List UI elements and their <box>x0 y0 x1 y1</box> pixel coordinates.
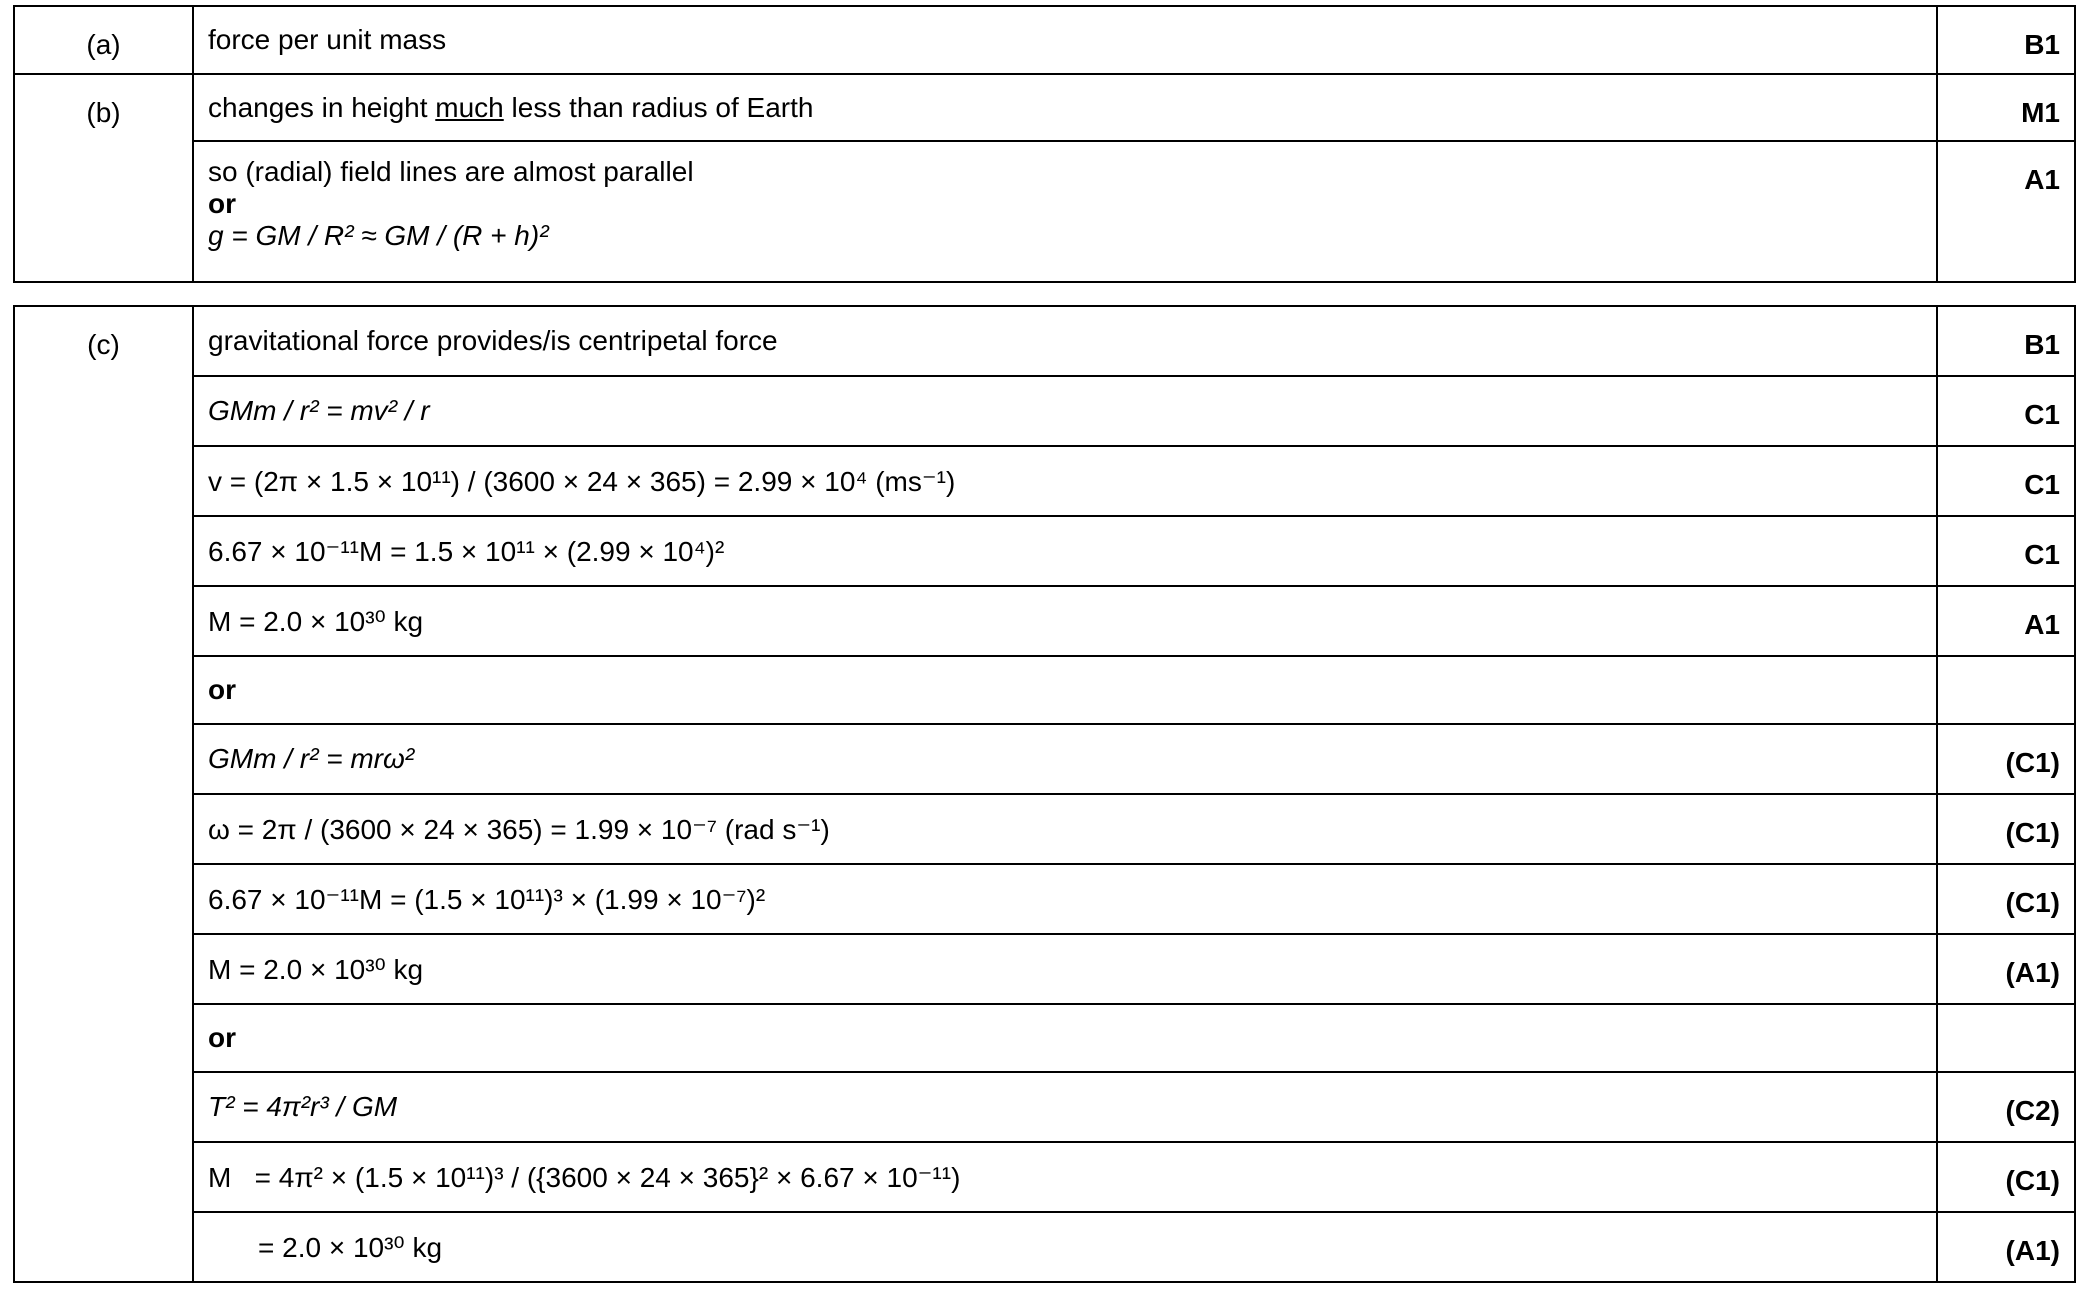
mark-cell: B1 <box>1937 306 2075 376</box>
answer-cell <box>193 516 1937 586</box>
question-label: (b) <box>14 74 193 282</box>
mark-cell: C1 <box>1937 376 2075 446</box>
table-row <box>14 446 2075 516</box>
equation: GMm / r² = mv² / r <box>208 395 430 426</box>
equation: M = 4π² × (1.5 × 10¹¹)³ / ({3600 × 24 × 365}² × 6.67 × 10⁻¹¹) <box>208 1161 961 1193</box>
emphasis-underline: much <box>435 91 504 123</box>
or-label: or <box>208 1022 236 1053</box>
answer-cell <box>193 1142 1937 1212</box>
table-row <box>14 1142 2075 1212</box>
answer-cell <box>193 1212 1937 1282</box>
mark-cell: (C1) <box>1937 1142 2075 1212</box>
mark-cell: (C1) <box>1937 724 2075 794</box>
mark-cell: C1 <box>1937 446 2075 516</box>
equation: 6.67 × 10⁻¹¹M = 1.5 × 10¹¹ × (2.99 × 10⁴)² <box>208 535 725 567</box>
or-label: or <box>208 674 236 705</box>
answer-cell <box>193 446 1937 516</box>
equation: GMm / r² = mrω² <box>208 743 415 774</box>
table-row <box>14 724 2075 794</box>
or-label: or <box>208 188 236 219</box>
mark-cell: A1 <box>1937 141 2075 282</box>
question-label: (c) <box>14 306 193 1282</box>
equation: ω = 2π / (3600 × 24 × 365) = 1.99 × 10⁻⁷ (rad s⁻¹) <box>208 813 830 845</box>
mark-cell: C1 <box>1937 516 2075 586</box>
mark-cell: B1 <box>1937 6 2075 74</box>
answer-cell <box>193 1004 1937 1072</box>
table-row <box>14 74 2075 141</box>
equation: M = 2.0 × 10³⁰ kg <box>208 953 424 985</box>
equation: T² = 4π²r³ / GM <box>208 1091 398 1122</box>
equation: v = (2π × 1.5 × 10¹¹) / (3600 × 24 × 365) = 2.99 × 10⁴ (ms⁻¹) <box>208 465 956 497</box>
answer-text: changes in height much less than radius of Earth <box>208 91 814 123</box>
table-row <box>14 656 2075 724</box>
equation: = 2.0 × 10³⁰ kg <box>258 1231 443 1263</box>
mark-scheme-table-ab <box>13 5 2076 283</box>
mark-cell <box>1937 1004 2075 1072</box>
table-row <box>14 934 2075 1004</box>
answer-cell <box>193 306 1937 376</box>
mark-cell: (C1) <box>1937 864 2075 934</box>
table-row <box>14 1004 2075 1072</box>
table-row <box>14 516 2075 586</box>
mark-cell: A1 <box>1937 586 2075 656</box>
table-row <box>14 6 2075 74</box>
mark-cell: (C2) <box>1937 1072 2075 1142</box>
mark-cell: (A1) <box>1937 1212 2075 1282</box>
answer-line: so (radial) field lines are almost parallel <box>208 156 694 187</box>
question-label: (a) <box>14 6 193 74</box>
table-row <box>14 1212 2075 1282</box>
equation: 6.67 × 10⁻¹¹M = (1.5 × 10¹¹)³ × (1.99 × 10⁻⁷)² <box>208 883 766 915</box>
equation: M = 2.0 × 10³⁰ kg <box>208 605 424 637</box>
table-row <box>14 376 2075 446</box>
answer-cell <box>193 864 1937 934</box>
answer-cell <box>193 1072 1937 1142</box>
mark-cell: (C1) <box>1937 794 2075 864</box>
table-row <box>14 306 2075 376</box>
answer-cell <box>193 724 1937 794</box>
equation: g = GM / R² ≈ GM / (R + h)² <box>208 220 549 251</box>
mark-cell <box>1937 656 2075 724</box>
table-row <box>14 141 2075 282</box>
answer-cell <box>193 656 1937 724</box>
table-row <box>14 586 2075 656</box>
table-row <box>14 794 2075 864</box>
answer-cell <box>193 141 1937 282</box>
mark-cell: M1 <box>1937 74 2075 141</box>
answer-cell <box>193 794 1937 864</box>
answer-cell <box>193 376 1937 446</box>
mark-scheme-table-c <box>13 305 2076 1283</box>
answer-cell <box>193 74 1937 141</box>
answer-cell <box>193 934 1937 1004</box>
table-row <box>14 864 2075 934</box>
answer-text: force per unit mass <box>208 24 447 55</box>
mark-cell: (A1) <box>1937 934 2075 1004</box>
table-row <box>14 1072 2075 1142</box>
answer-text: gravitational force provides/is centripetal force <box>208 325 778 356</box>
answer-cell <box>193 6 1937 74</box>
answer-cell <box>193 586 1937 656</box>
